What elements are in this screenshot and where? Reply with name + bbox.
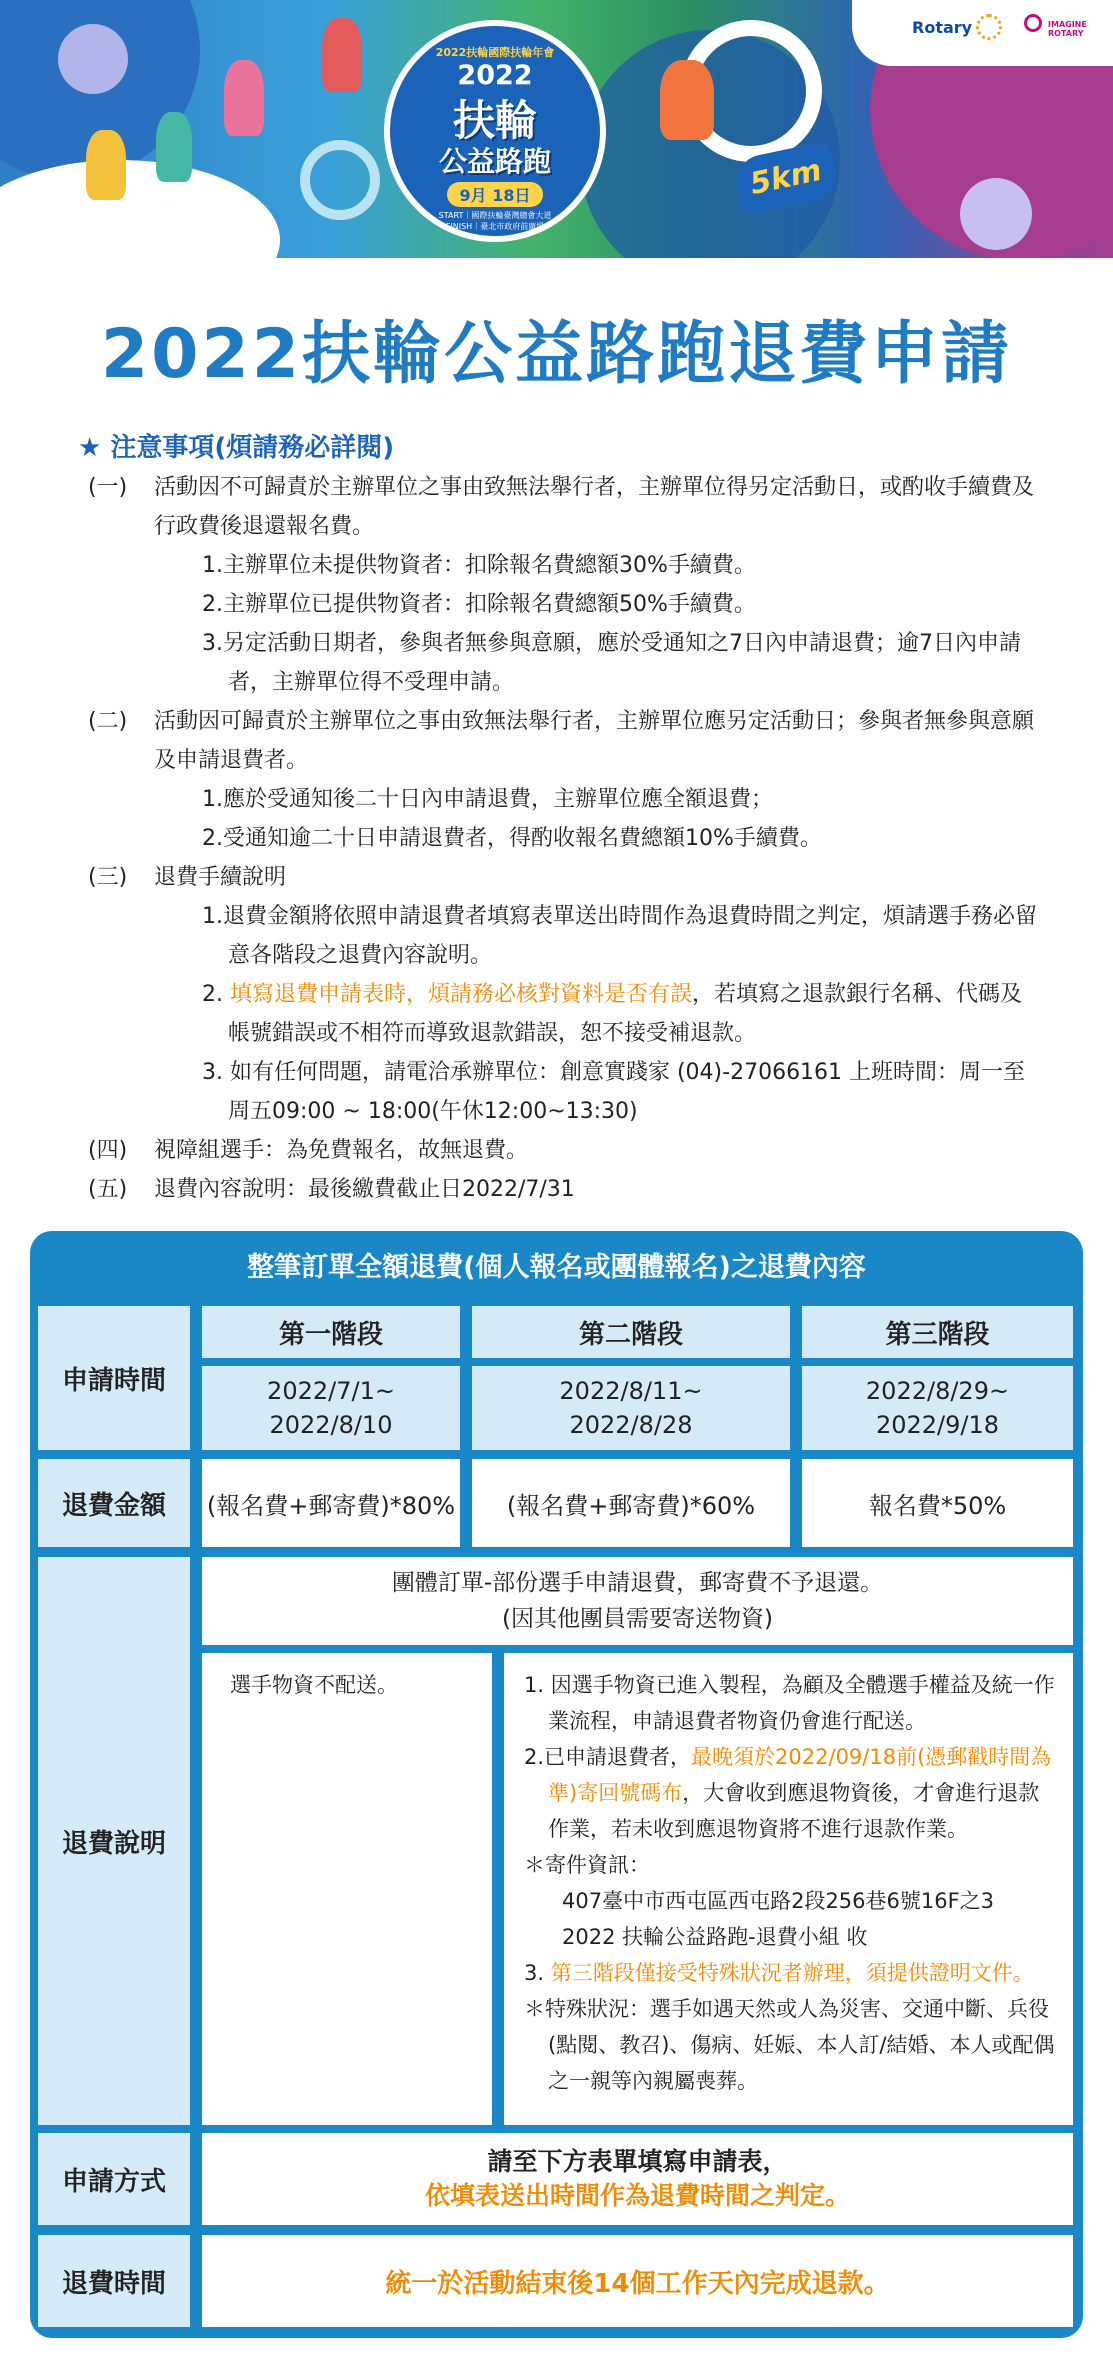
row-label-refund-desc: 退費說明 [38,1557,190,2125]
stage-3-amount: 報名費*50% [802,1459,1073,1547]
stage-3-header: 第三階段 [802,1306,1073,1358]
stage-2-header: 第二階段 [472,1306,790,1358]
table-title: 整筆訂單全額退費(個人報名或團體報名)之退費內容 [247,1252,866,1283]
notice-item-5 [78,1170,1038,1209]
mail-recipient: 2022 扶輪公益路跑-退費小組 收 [562,1925,868,1949]
desc-item-2: 2.已申請退費者，最晚須於2022/09/18前(憑郵戳時間為準)寄回號碼布，大會收到應退物資後，才會進行退款作業，若未收到應退物資將不進行退款作業。 [524,1745,1052,1841]
notice-number: (四) [88,1138,128,1163]
group-order-note: 團體訂單-部份選手申請退費，郵寄費不予退還。 (因其他團員需要寄送物資) [202,1557,1073,1645]
stage-3-date: 2022/8/29~ 2022/9/18 [802,1366,1073,1450]
stage-1-amount: (報名費+郵寄費)*80% [202,1459,460,1547]
event-banner [0,0,1113,258]
highlight-text: 第三階段僅接受特殊狀況者辦理，須提供證明文件。 [550,1961,1034,1985]
notice-text: 視障組選手：為免費報名，故無退費。 [154,1138,529,1163]
rotary-wheel-icon [976,14,1002,40]
event-logo [384,20,606,242]
logo-route: START｜國際扶輪臺灣總會大道 FINISH｜臺北市政府前廣場 [438,211,552,231]
notice-number: (一) [88,475,128,500]
refund-desc-detail [504,1653,1073,2125]
notice-number: (五) [88,1177,128,1202]
banner-decor-circle [58,24,128,94]
notice-subitem: 3. 如有任何問題，請電洽承辦單位：創意實踐家 (04)-27066161 上班時間：周一至周五09:00 ~ 18:00(午休12:00~13:30) [202,1060,1026,1124]
banner-decor-circle [300,140,380,220]
notice-subitem: 1.主辦單位未提供物資者：扣除報名費總額30%手續費。 [202,553,756,578]
notice-subitem: 2.受通知逾二十日申請退費者，得酌收報名費總額10%手續費。 [202,826,822,851]
notice-text: 活動因可歸責於主辦單位之事由致無法舉行者，主辦單位應另定活動日；參與者無參與意願及申請退費者。 [154,709,1035,773]
highlight-text: 填寫退費申請表時，煩請務必核對資料是否有誤 [229,982,692,1007]
notice-item-3 [78,858,1038,897]
highlight-text: 最晚須於2022/09/18前(憑郵戳時間為準)寄回號碼布 [548,1745,1052,1805]
logo-year: 2022 [457,60,533,91]
notice-section [78,428,1038,1209]
notice-text: 退費內容說明：最後繳費截止日2022/7/31 [154,1177,575,1202]
row-label-apply-method: 申請方式 [38,2133,190,2225]
refund-time-text: 統一於活動結束後14個工作天內完成退款。 [202,2235,1073,2327]
stage-1-date: 2022/7/1~ 2022/8/10 [202,1366,460,1450]
imagine-rotary-text: IMAGINE ROTARY [1048,20,1087,38]
stage-1-header: 第一階段 [202,1306,460,1358]
mail-info-heading: ＊寄件資訊： [524,1853,650,1877]
stage-2-date: 2022/8/11~ 2022/8/28 [472,1366,790,1450]
runner-illustration [660,60,714,140]
refund-table [30,1231,1083,2338]
row-label-apply-time: 申請時間 [38,1306,190,1450]
notice-subitem: 2.主辦單位已提供物資者：扣除報名費總額50%手續費。 [202,592,756,617]
banner-decor-circle [960,178,1032,250]
row-label-refund-time: 退費時間 [38,2235,190,2327]
runner-illustration [86,130,126,200]
notice-item-4 [78,1131,1038,1170]
special-case-note: ＊特殊狀況：選手如遇天然或人為災害、交通中斷、兵役(點閱、教召)、傷病、妊娠、本人訂/結婚、本人或配偶之一親等內親屬喪葬。 [524,1997,1055,2093]
banner-decor-circle [0,160,280,258]
notice-item-2 [78,702,1038,780]
runner-illustration [224,60,264,136]
stage-2-amount: (報名費+郵寄費)*60% [472,1459,790,1547]
notice-subitem: 2. 填寫退費申請表時，煩請務必核對資料是否有誤，若填寫之退款銀行名稱、代碼及帳號錯誤或不相符而導致退款錯誤，恕不接受補退款。 [202,982,1023,1046]
no-shipping-note: 選手物資不配送。 [202,1653,492,2125]
notice-subitem: 1.應於受通知後二十日內申請退費，主辦單位應全額退費； [202,787,773,812]
desc-item-3: 3. 第三階段僅接受特殊狀況者辦理，須提供證明文件。 [524,1961,1034,1985]
imagine-rotary-icon [1024,14,1042,32]
logo-subtitle: 2022扶輪國際扶輪年會 [435,46,555,59]
notice-number: (二) [88,709,128,734]
notice-heading: ★ 注意事項(煩請務必詳閱) [78,433,395,463]
mail-address: 407臺中市西屯區西屯路2段256巷6號16F之3 [562,1889,995,1913]
runner-illustration [156,112,192,182]
distance-badge: 5km [731,140,840,216]
row-label-refund-amount: 退費金額 [38,1459,190,1547]
runner-illustration [322,18,362,92]
apply-method-text: 請至下方表單填寫申請表， 依填表送出時間作為退費時間之判定。 [202,2133,1073,2225]
notice-subitem: 3.另定活動日期者，參與者無參與意願，應於受通知之7日內申請退費；逾7日內申請者，主辦單位得不受理申請。 [202,631,1021,695]
notice-text: 活動因不可歸責於主辦單位之事由致無法舉行者，主辦單位得另定活動日，或酌收手續費及行政費後退還報名費。 [154,475,1035,539]
notice-item-1 [78,468,1038,546]
notice-subitem: 1.退費金額將依照申請退費者填寫表單送出時間作為退費時間之判定，煩請選手務必留意各階段之退費內容說明。 [202,904,1037,968]
logo-title-2: 公益路跑 [438,145,551,178]
notice-text: 退費手續說明 [154,865,287,890]
notice-number: (三) [88,865,128,890]
page-title: 2022扶輪公益路跑退費申請 [100,315,1013,394]
desc-item-1: 1. 因選手物資已進入製程，為顧及全體選手權益及統一作業流程，申請退費者物資仍會進行配送。 [524,1673,1055,1733]
logo-title: 扶輪 [452,96,537,145]
rotary-logo-text: Rotary [912,18,973,37]
logo-date: 9月 18日 [390,182,600,207]
